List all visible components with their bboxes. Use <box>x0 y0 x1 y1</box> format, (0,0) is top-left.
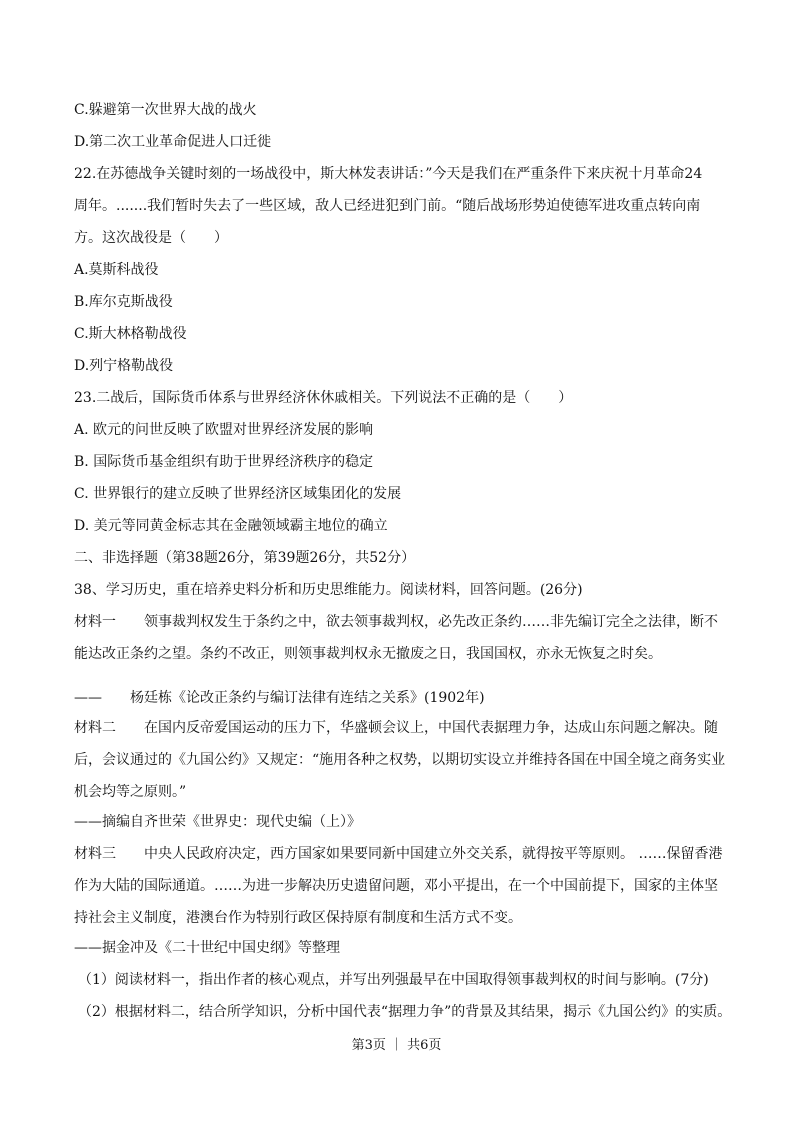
page-footer: 第3页 ｜ 共6页 <box>351 1038 442 1053</box>
material2-label: 材料二 <box>74 720 116 736</box>
material2-line3: 机会均等之原则。” <box>74 784 187 800</box>
material3-source: ——据金冲及《二十世纪中国史纲》等整理 <box>74 940 340 956</box>
section-heading: 二、非选择题（第38题26分，第39题26分，共52分） <box>74 550 416 566</box>
material2-line2: 后，会议通过的《九国公约》又规定：“施用各种之权势，以期切实设立并维持各国在中国全境之商务实业 <box>74 752 726 768</box>
material3-text1: 中央人民政府决定，西方国家如果要同新中国建立外交关系，就得按平等原则。 ……保留香港 <box>144 846 723 862</box>
option-b-q22: B.库尔克斯战役 <box>74 294 173 310</box>
option-c-q22: C.斯大林格勒战役 <box>74 326 187 342</box>
option-d-q23: D. 美元等同黄金标志其在金融领域霸主地位的确立 <box>74 518 388 534</box>
material1-text1: 领事裁判权发生于条约之中，欲去领事裁判权，必先改正条约……非先编订完全之法律，断不 <box>144 614 718 630</box>
option-d-q22: D.列宁格勒战役 <box>74 358 174 374</box>
sub-question-1: （1）阅读材料一，指出作者的核心观点，并写出列强最早在中国取得领事裁判权的时间与影响。(7分) <box>78 972 709 988</box>
material3-line1 <box>74 844 733 864</box>
material3-label: 材料三 <box>74 846 116 862</box>
material2-line1 <box>74 718 733 738</box>
option-a-q22: A.莫斯科战役 <box>74 262 159 278</box>
material2-text1: 在国内反帝爱国运动的压力下，华盛顿会议上，中国代表据理力争，达成山东问题之解决。随 <box>144 720 718 736</box>
option-b-q23: B. 国际货币基金组织有助于世界经济秩序的稳定 <box>74 454 374 470</box>
material1-label: 材料一 <box>74 614 116 630</box>
material1-line2: 能达改正条约之望。条约不改正，则领事裁判权永无撤废之日，我国国权，亦永无恢复之时矣。 <box>74 646 662 662</box>
option-c-q21: C.躲避第一次世界大战的战火 <box>74 102 257 118</box>
question-22-line2: 周年。.......我们暂时失去了一些区域，敌人已经进犯到门前。“随后战场形势迫使德军进攻重点转向南 <box>74 198 701 214</box>
option-a-q23: A. 欧元的问世反映了欧盟对世界经济发展的影响 <box>74 422 374 438</box>
material3-line2: 作为大陆的国际通道。……为进一步解决历史遗留问题，邓小平提出，在一个中国前提下，国家的主体坚 <box>74 878 718 894</box>
question-38: 38、学习历史，重在培养史料分析和历史思维能力。阅读材料，回答问题。(26分) <box>74 582 583 598</box>
option-d-q21: D.第二次工业革命促进人口迁徙 <box>74 134 272 150</box>
option-c-q23: C. 世界银行的建立反映了世界经济区域集团化的发展 <box>74 486 402 502</box>
material1-source: —— 杨廷栋《论改正条约与编订法律有连结之关系》(1902年) <box>74 690 485 706</box>
material3-line3: 持社会主义制度，港澳台作为特别行政区保持原有制度和生活方式不变。 <box>74 910 522 926</box>
question-22-line3: 方。这次战役是（ ） <box>74 230 228 246</box>
material2-source: ——摘编自齐世荣《世界史：现代史编（上）》 <box>74 814 361 830</box>
question-23: 23.二战后，国际货币体系与世界经济休休戚相关。下列说法不正确的是（ ） <box>74 390 573 406</box>
sub-question-2: （2）根据材料二，结合所学知识，分析中国代表“据理力争”的背景及其结果，揭示《九国公约》的实质。 <box>78 1004 732 1020</box>
question-22-line1: 22.在苏德战争关键时刻的一场战役中，斯大林发表讲话：”今天是我们在严重条件下来庆祝十月革命24 <box>74 166 703 182</box>
material1-line1 <box>74 612 733 632</box>
